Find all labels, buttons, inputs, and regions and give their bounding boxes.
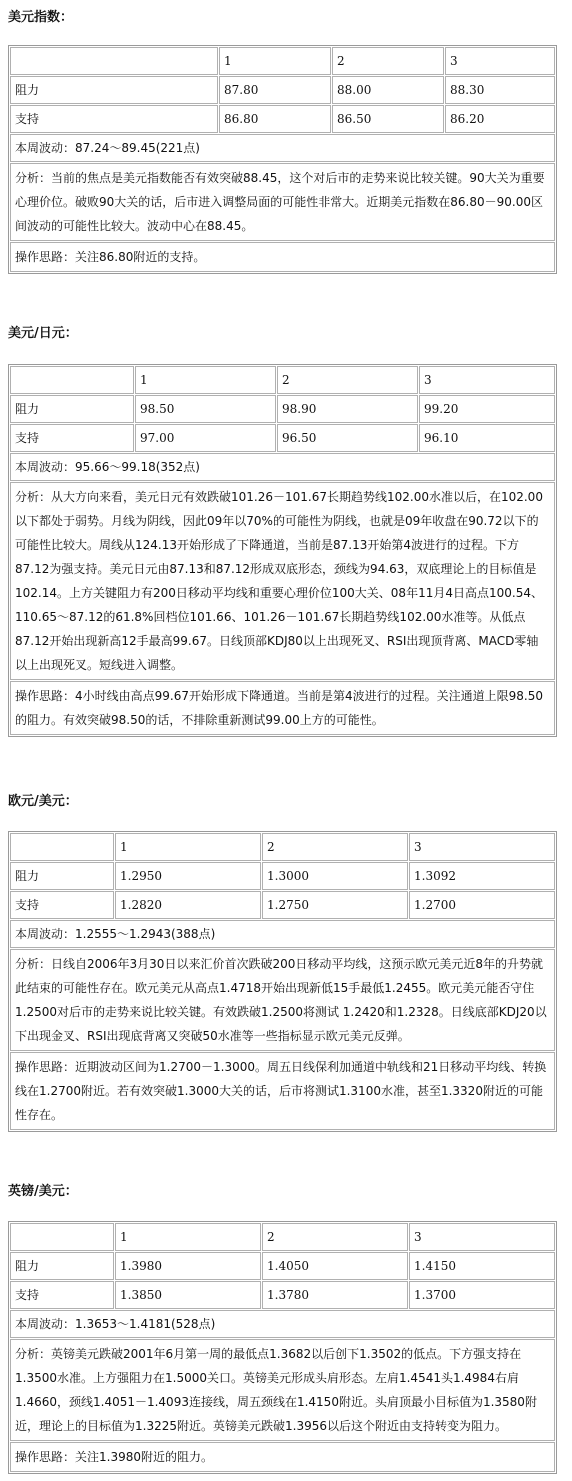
strategy-text: 操作思路：关注1.3980附近的阻力。 xyxy=(10,1442,555,1472)
row-label: 支持 xyxy=(10,105,218,133)
analysis-row xyxy=(10,163,555,241)
section-title: 欧元/美元： xyxy=(8,794,78,809)
table-row-support xyxy=(10,1281,555,1309)
weekly-range: 本周波动：1.2555～1.2943(388点) xyxy=(10,920,555,948)
header-cell: 2 xyxy=(332,47,444,75)
value-cell: 1.2700 xyxy=(409,891,555,919)
table-row-support xyxy=(10,424,555,452)
table-row-resistance xyxy=(10,1252,555,1280)
header-cell: 3 xyxy=(409,833,555,861)
header-cell: 3 xyxy=(419,366,555,394)
header-cell xyxy=(10,47,218,75)
header-cell: 1 xyxy=(135,366,276,394)
strategy-row xyxy=(10,1052,555,1130)
row-label: 支持 xyxy=(10,891,114,919)
weekly-range-row xyxy=(10,453,555,481)
value-cell: 1.2750 xyxy=(262,891,408,919)
row-label: 阻力 xyxy=(10,1252,114,1280)
table-header-row xyxy=(10,833,555,861)
table-row-resistance xyxy=(10,76,555,104)
weekly-range: 本周波动：95.66～99.18(352点) xyxy=(10,453,555,481)
table-header-row xyxy=(10,1223,555,1251)
header-cell: 3 xyxy=(409,1223,555,1251)
strategy-row xyxy=(10,681,555,735)
weekly-range: 本周波动：1.3653～1.4181(528点) xyxy=(10,1310,555,1338)
value-cell: 1.3000 xyxy=(262,862,408,890)
strategy-text: 操作思路：关注86.80附近的支持。 xyxy=(10,242,555,272)
value-cell: 96.10 xyxy=(419,424,555,452)
analysis-text: 分析：当前的焦点是美元指数能否有效突破88.45，这个对后市的走势来说比较关键。90大关为重要心理价位。破败90大关的话，后市进入调整局面的可能性非常大。近期美元指数在86.80－90.00区间波动的可能性比较大。波动中心在88.45。 xyxy=(10,163,555,241)
header-cell xyxy=(10,1223,114,1251)
value-cell: 1.4050 xyxy=(262,1252,408,1280)
value-cell: 96.50 xyxy=(277,424,418,452)
table-row-support xyxy=(10,891,555,919)
value-cell: 87.80 xyxy=(219,76,331,104)
value-cell: 98.50 xyxy=(135,395,276,423)
row-label: 阻力 xyxy=(10,862,114,890)
value-cell: 1.3850 xyxy=(115,1281,261,1309)
header-cell xyxy=(10,366,134,394)
header-cell: 2 xyxy=(262,833,408,861)
value-cell: 1.2820 xyxy=(115,891,261,919)
header-cell xyxy=(10,833,114,861)
weekly-range: 本周波动：87.24～89.45(221点) xyxy=(10,134,555,162)
analysis-text: 分析：英镑美元跌破2001年6月第一周的最低点1.3682以后创下1.3502的低点。下方强支持在1.3500水准。上方强阻力在1.5000关口。英镑美元形成头肩形态。左肩1.4541头1.4984右肩1.4660，颈线1.4051－1.4093连接线，周五颈线在1.4150附近。头肩顶最小目标值为1.3580附近，理论上的目标值为1.3225附近。英镑美元跌破1.3956以后这个附近由支持转变为阻力。 xyxy=(10,1339,555,1441)
value-cell: 1.4150 xyxy=(409,1252,555,1280)
table-row-resistance xyxy=(10,395,555,423)
value-cell: 86.50 xyxy=(332,105,444,133)
value-cell: 98.90 xyxy=(277,395,418,423)
weekly-range-row xyxy=(10,134,555,162)
value-cell: 1.3092 xyxy=(409,862,555,890)
value-cell: 1.3780 xyxy=(262,1281,408,1309)
header-cell: 1 xyxy=(115,1223,261,1251)
value-cell: 97.00 xyxy=(135,424,276,452)
analysis-row xyxy=(10,482,555,680)
value-cell: 1.3700 xyxy=(409,1281,555,1309)
header-cell: 1 xyxy=(219,47,331,75)
quote-table xyxy=(8,831,557,1132)
value-cell: 86.20 xyxy=(445,105,555,133)
table-header-row xyxy=(10,366,555,394)
value-cell: 88.00 xyxy=(332,76,444,104)
strategy-text: 操作思路：近期波动区间为1.2700－1.3000。周五日线保利加通道中轨线和21日移动平均线、转换线在1.2700附近。若有效突破1.3000大关的话，后市将测试1.3100水准，甚至1.3320附近的可能性存在。 xyxy=(10,1052,555,1130)
section-title: 美元/日元： xyxy=(8,326,78,341)
quote-table xyxy=(8,1221,557,1474)
analysis-row xyxy=(10,949,555,1051)
row-label: 阻力 xyxy=(10,395,134,423)
weekly-range-row xyxy=(10,920,555,948)
analysis-text: 分析：从大方向来看，美元日元有效跌破101.26－101.67长期趋势线102.00水准以后，在102.00以下都处于弱势。月线为阴线，因此09年以70%的可能性为阴线，也就是09年收盘在90.72以下的可能性比较大。周线从124.13开始形成了下降通道，当前是87.13开始第4波进行的过程。下方87.12为强支持。美元日元由87.13和87.12形成双底形态，颈线为94.63，双底理论上的目标值是102.14。上方关键阻力有200日移动平均线和重要心理价位100大关、08年11月4日高点100.54、110.65～87.12的61.8%回档位101.66、101.26－101.67长期趋势线102.00水准等。从低点87.12开始出现新高12手最高99.67。日线顶部KDJ80以上出现死叉、RSI出现顶背离、MACD零轴以上出现死叉。短线进入调整。 xyxy=(10,482,555,680)
analysis-row xyxy=(10,1339,555,1441)
strategy-text: 操作思路：4小时线由高点99.67开始形成下降通道。当前是第4波进行的过程。关注通道上限98.50的阻力。有效突破98.50的话，不排除重新测试99.00上方的可能性。 xyxy=(10,681,555,735)
weekly-range-row xyxy=(10,1310,555,1338)
value-cell: 86.80 xyxy=(219,105,331,133)
analysis-text: 分析：日线自2006年3月30日以来汇价首次跌破200日移动平均线，这预示欧元美元近8年的升势就此结束的可能性存在。欧元美元从高点1.4718开始出现新低15手最低1.2455。欧元美元能否守住1.2500对后市的走势来说比较关键。有效跌破1.2500将测试 1.2420和1.2328。日线底部KDJ20以下出现金叉、RSI出现底背离又突破50水准等一些指标显示欧元美元反弹。 xyxy=(10,949,555,1051)
value-cell: 1.3980 xyxy=(115,1252,261,1280)
row-label: 阻力 xyxy=(10,76,218,104)
section-title: 美元指数： xyxy=(8,10,74,25)
table-header-row xyxy=(10,47,555,75)
header-cell: 3 xyxy=(445,47,555,75)
header-cell: 1 xyxy=(115,833,261,861)
value-cell: 1.2950 xyxy=(115,862,261,890)
table-row-support xyxy=(10,105,555,133)
row-label: 支持 xyxy=(10,424,134,452)
quote-table xyxy=(8,45,557,274)
strategy-row xyxy=(10,1442,555,1472)
strategy-row xyxy=(10,242,555,272)
value-cell: 88.30 xyxy=(445,76,555,104)
header-cell: 2 xyxy=(262,1223,408,1251)
value-cell: 99.20 xyxy=(419,395,555,423)
table-row-resistance xyxy=(10,862,555,890)
row-label: 支持 xyxy=(10,1281,114,1309)
quote-table xyxy=(8,364,557,737)
header-cell: 2 xyxy=(277,366,418,394)
section-title: 英镑/美元： xyxy=(8,1184,78,1199)
